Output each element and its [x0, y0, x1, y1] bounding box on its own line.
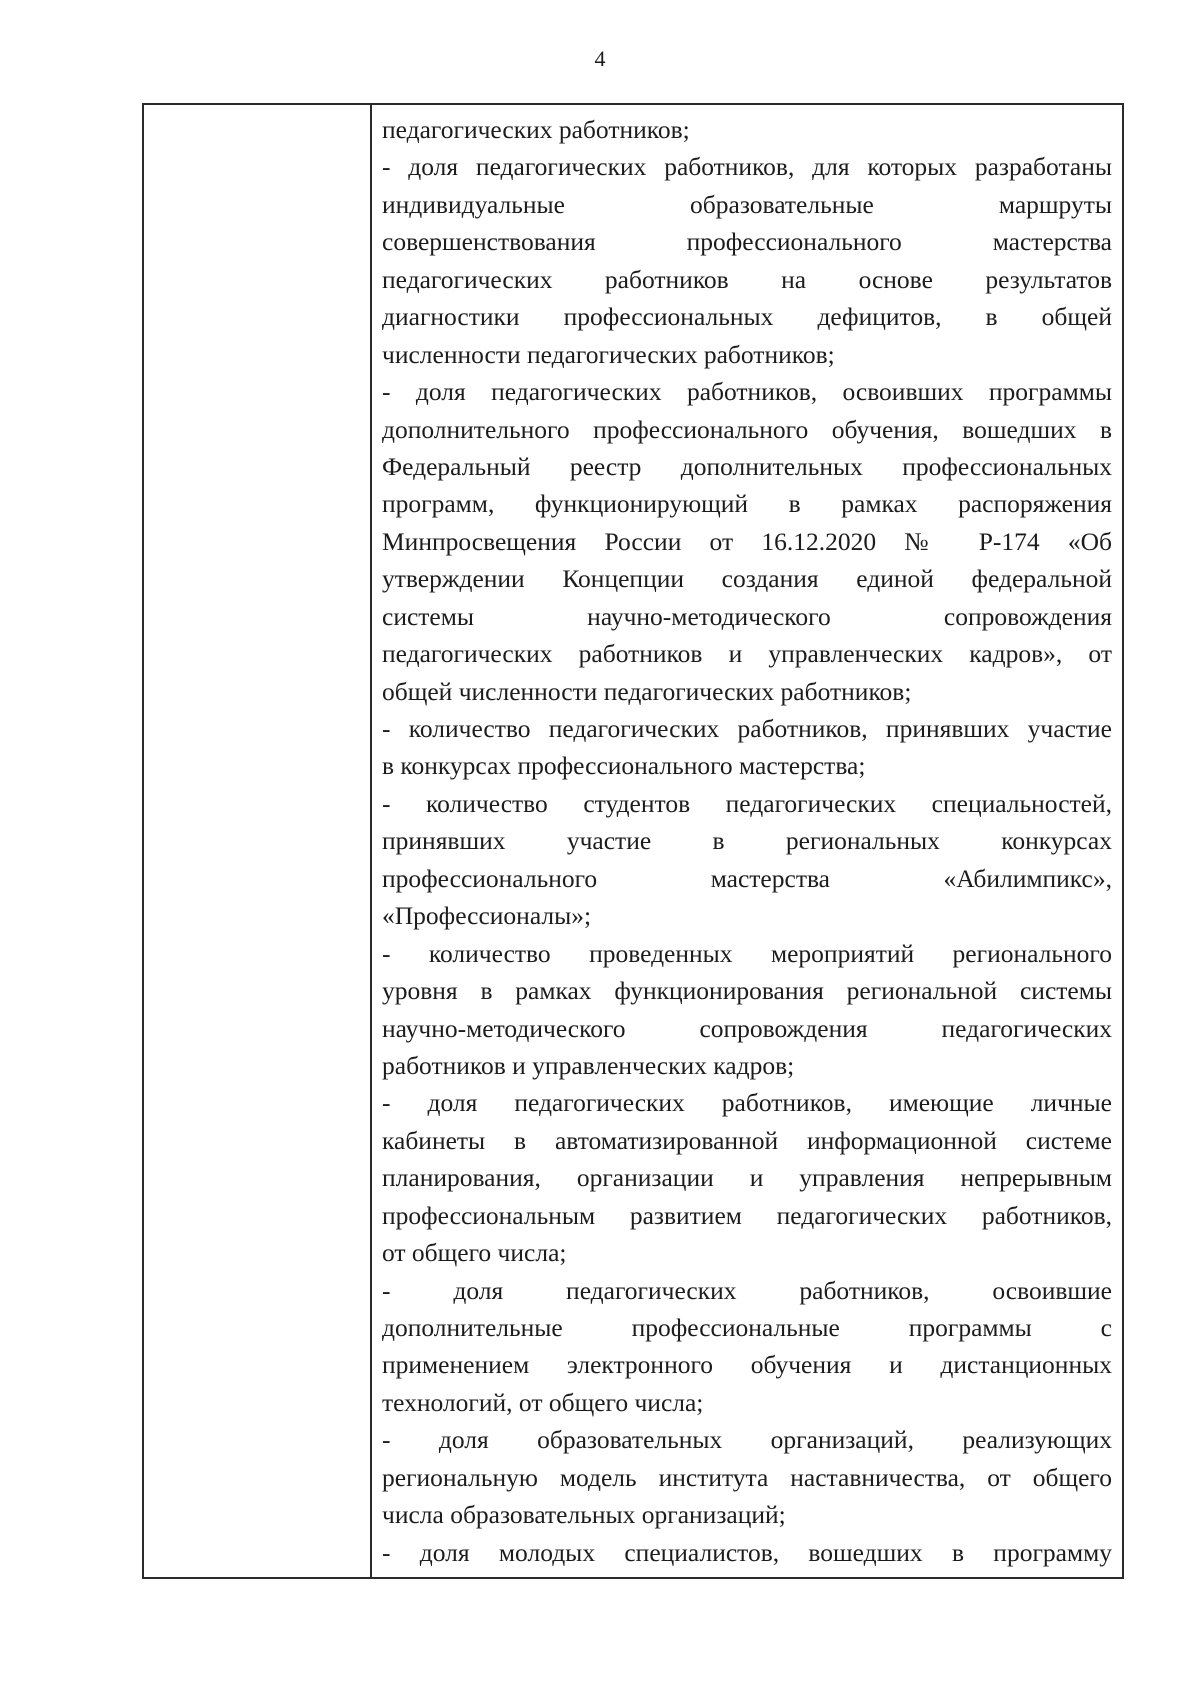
text-line: совершенствования профессионального мастерства	[382, 227, 1112, 257]
text-line: дополнительного профессионального обучения, вошедших в	[382, 414, 1112, 444]
text-line: утверждении Концепции создания единой федеральной	[382, 564, 1112, 594]
text-line: числа образовательных организаций;	[382, 1500, 786, 1530]
text-line: применением электронного обучения и дистанционных	[382, 1350, 1112, 1380]
text-line: общей численности педагогических работников;	[382, 676, 912, 706]
text-line: в конкурсах профессионального мастерства;	[382, 751, 866, 781]
text-line: численности педагогических работников;	[382, 339, 835, 369]
text-line: - количество студентов педагогических специальностей,	[382, 788, 1112, 818]
text-line: индивидуальные образовательные маршруты	[382, 189, 1112, 219]
text-line: дополнительные профессиональные программы с	[382, 1313, 1112, 1342]
text-line: от общего числа;	[382, 1238, 567, 1268]
indicator-list	[382, 111, 1112, 1571]
text-line: региональную модель института наставничества, от общего	[382, 1462, 1112, 1492]
text-line: - доля педагогических работников, имеющие личные	[382, 1088, 1112, 1118]
text-line: работников и управленческих кадров;	[382, 1050, 795, 1080]
text-line: принявших участие в региональных конкурсах	[382, 826, 1112, 856]
page-number: 4	[594, 46, 606, 71]
document-table	[142, 103, 1124, 1579]
table-right-cell	[372, 105, 1122, 1577]
text-line: педагогических работников;	[382, 115, 690, 144]
text-line: - доля молодых специалистов, вошедших в программу	[382, 1537, 1112, 1567]
text-line: педагогических работников и управленческих кадров», от	[382, 639, 1112, 669]
text-line: - количество проведенных мероприятий регионального	[382, 938, 1112, 968]
text-line: программ, функционирующий в рамках распоряжения	[382, 489, 1112, 519]
text-line: системы научно-методического сопровождения	[382, 601, 1112, 631]
text-line: профессионального мастерства «Абилимпикс»,	[382, 863, 1112, 893]
text-line: диагностики профессиональных дефицитов, в общей	[382, 302, 1112, 332]
text-line: педагогических работников на основе результатов	[382, 264, 1112, 294]
text-line: уровня в рамках функционирования региональной системы	[382, 976, 1112, 1006]
text-line: Федеральный реестр дополнительных профессиональных	[382, 451, 1112, 481]
text-line: технологий, от общего числа;	[382, 1387, 704, 1417]
text-line: - доля педагогических работников, освоивших программы	[382, 377, 1112, 407]
text-line: Минпросвещения России от 16.12.2020 № Р-174 «Об	[382, 526, 1112, 556]
text-line: - количество педагогических работников, принявших участие	[382, 714, 1112, 743]
table-left-cell	[144, 105, 372, 1577]
text-line: планирования, организации и управления непрерывным	[382, 1163, 1112, 1193]
text-line: «Профессионалы»;	[382, 901, 592, 931]
text-line: - доля педагогических работников, для которых разработаны	[382, 152, 1112, 182]
text-line: - доля педагогических работников, освоившие	[382, 1275, 1112, 1305]
text-line: профессиональным развитием педагогических работников,	[382, 1200, 1112, 1230]
text-line: научно-методического сопровождения педагогических	[382, 1013, 1112, 1043]
text-line: кабинеты в автоматизированной информационной системе	[382, 1125, 1112, 1155]
text-line: - доля образовательных организаций, реализующих	[382, 1425, 1112, 1455]
